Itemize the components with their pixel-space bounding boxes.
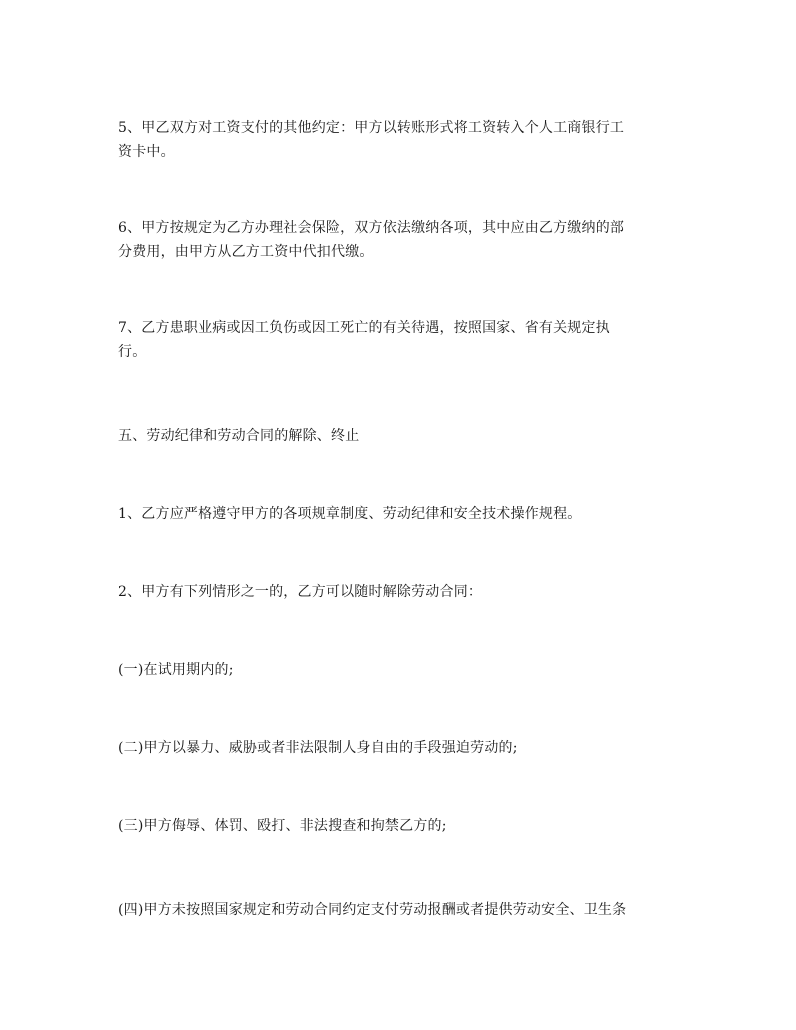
text-line: 资卡中。 — [118, 144, 175, 160]
paragraph-social-insurance — [118, 216, 686, 264]
list-item-forced-labor — [118, 736, 686, 760]
text-line: 5、甲乙双方对工资支付的其他约定：甲方以转账形式将工资转入个人工商银行工 — [118, 120, 625, 136]
text-line: (四)甲方未按照国家规定和劳动合同约定支付劳动报酬或者提供劳动安全、卫生条 — [118, 902, 627, 918]
text-line: 2、甲方有下列情形之一的，乙方可以随时解除劳动合同： — [118, 584, 483, 600]
text-line: (一)在试用期内的; — [118, 662, 234, 678]
text-line: 6、甲方按规定为乙方办理社会保险，双方依法缴纳各项，其中应由乙方缴纳的部 — [118, 220, 625, 236]
paragraph-termination-conditions — [118, 580, 686, 604]
list-item-abuse — [118, 814, 686, 838]
paragraph-comply-rules — [118, 502, 686, 526]
list-item-probation — [118, 658, 686, 682]
text-line: (三)甲方侮辱、体罚、殴打、非法搜查和拘禁乙方的; — [118, 818, 447, 834]
text-line: 行。 — [118, 344, 147, 360]
text-line: 五、劳动纪律和劳动合同的解除、终止 — [118, 428, 360, 444]
text-line: 7、乙方患职业病或因工负伤或因工死亡的有关待遇，按照国家、省有关规定执 — [118, 320, 610, 336]
list-item-unpaid-wages — [118, 898, 686, 922]
text-line: 分费用，由甲方从乙方工资中代扣代缴。 — [118, 244, 374, 260]
paragraph-salary-payment — [118, 116, 686, 164]
text-line: (二)甲方以暴力、威胁或者非法限制人身自由的手段强迫劳动的; — [118, 740, 518, 756]
text-line: 1、乙方应严格遵守甲方的各项规章制度、劳动纪律和安全技术操作规程。 — [118, 506, 582, 522]
section-heading-labor-discipline — [118, 424, 686, 448]
paragraph-occupational-disease — [118, 316, 686, 364]
